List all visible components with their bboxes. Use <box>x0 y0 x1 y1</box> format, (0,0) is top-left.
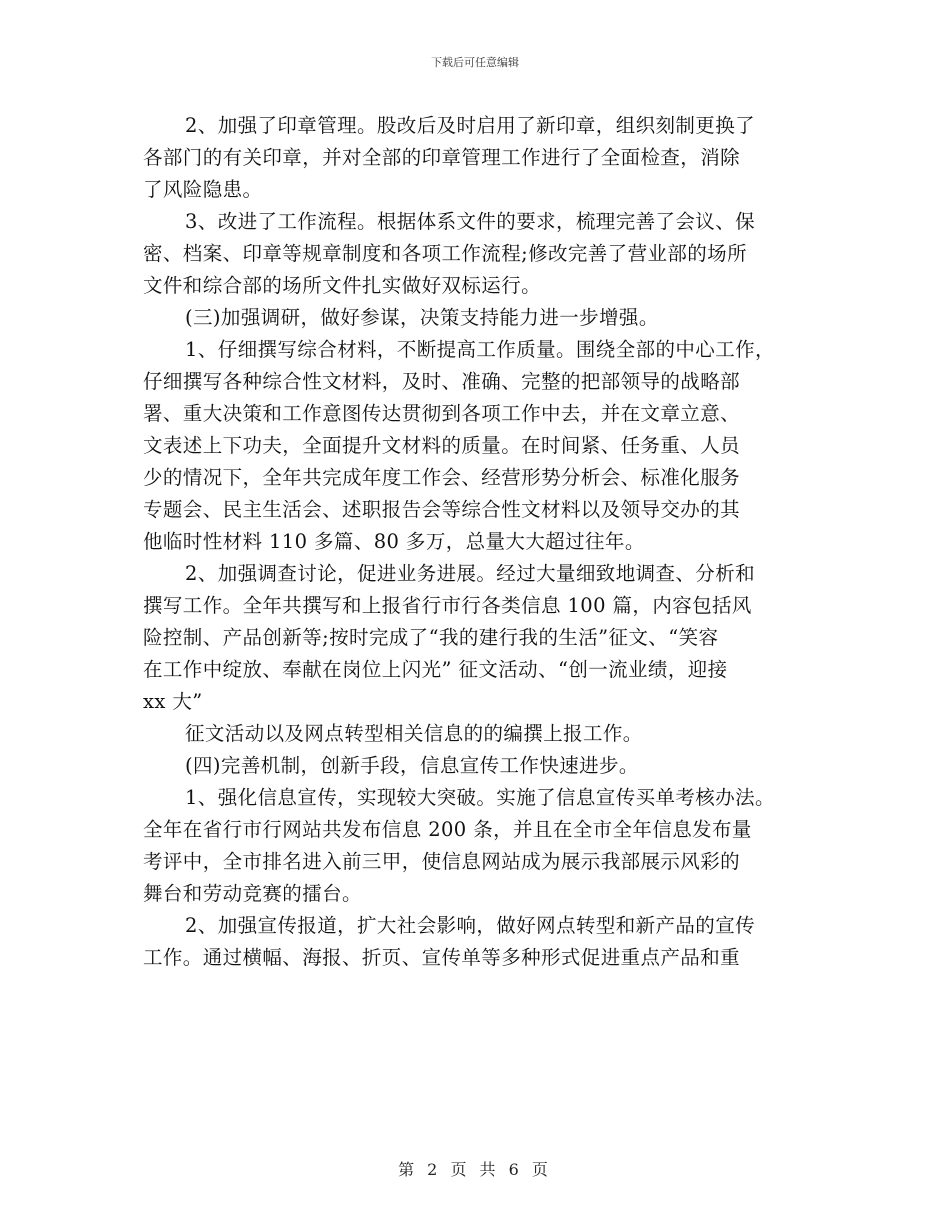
section-heading: (三)加强调研，做好参谋，决策支持能力进一步增强。 <box>185 306 659 329</box>
document-body <box>143 110 823 974</box>
text-line: 署、重大决策和工作意图传达贯彻到各项工作中去，并在文章立意、 <box>143 402 741 425</box>
text-line: 考评中，全市排名进入前三甲，使信息网站成为展示我部展示风彩的 <box>143 850 741 873</box>
text-line: 密、档案、印章等规章制度和各项工作流程;修改完善了营业部的场所 <box>143 242 747 265</box>
text-line: 1、仔细撰写综合材料，不断提高工作质量。围绕全部的中心工作， <box>185 338 775 361</box>
text-line: 3、改进了工作流程。根据体系文件的要求，梳理完善了会议、保 <box>185 210 756 233</box>
text-line: 文件和综合部的场所文件扎实做好双标运行。 <box>143 274 542 297</box>
text-line: xx 大” <box>143 690 203 713</box>
text-line: 他临时性材料 110 多篇、80 多万，总量大大超过往年。 <box>143 530 645 553</box>
text-line: 险控制、产品创新等;按时完成了“我的建行我的生活”征文、“笑容 <box>143 626 719 649</box>
text-line: 专题会、民主生活会、述职报告会等综合性文材料以及领导交办的其 <box>143 498 741 521</box>
page-header: 下载后可任意编辑 <box>431 56 519 69</box>
text-line: 1、强化信息宣传，实现较大突破。实施了信息宣传买单考核办法。 <box>185 786 775 809</box>
text-line: 撰写工作。全年共撰写和上报省行市行各类信息 100 篇，内容包括风 <box>143 594 752 617</box>
text-line: 2、加强了印章管理。股改后及时启用了新印章，组织刻制更换了 <box>185 114 756 137</box>
text-line: 舞台和劳动竞赛的擂台。 <box>143 882 362 905</box>
section-heading: (四)完善机制，创新手段，信息宣传工作快速进步。 <box>185 754 639 777</box>
text-line: 仔细撰写各种综合性文材料，及时、准确、完整的把部领导的战略部 <box>143 370 741 393</box>
text-line: 2、加强宣传报道，扩大社会影响，做好网点转型和新产品的宣传 <box>185 914 756 937</box>
text-line: 全年在省行市行网站共发布信息 200 条，并且在全市全年信息发布量 <box>143 818 752 841</box>
text-line: 文表述上下功夫，全面提升文材料的质量。在时间紧、任务重、人员 <box>143 434 741 457</box>
text-line: 各部门的有关印章，并对全部的印章管理工作进行了全面检查，消除 <box>143 146 741 169</box>
text-line: 征文活动以及网点转型相关信息的的编撰上报工作。 <box>185 722 643 745</box>
text-line: 2、加强调查讨论，促进业务进展。经过大量细致地调查、分析和 <box>185 562 756 585</box>
text-line: 工作。通过横幅、海报、折页、宣传单等多种形式促进重点产品和重 <box>143 946 741 969</box>
text-line: 在工作中绽放、奉献在岗位上闪光” 征文活动、“创一流业绩，迎接 <box>143 658 728 681</box>
text-line: 了风险隐患。 <box>143 178 263 201</box>
text-line: 少的情况下，全年共完成年度工作会、经营形势分析会、标准化服务 <box>143 466 741 489</box>
page-number-footer: 第 2 页 共 6 页 <box>398 1160 552 1179</box>
